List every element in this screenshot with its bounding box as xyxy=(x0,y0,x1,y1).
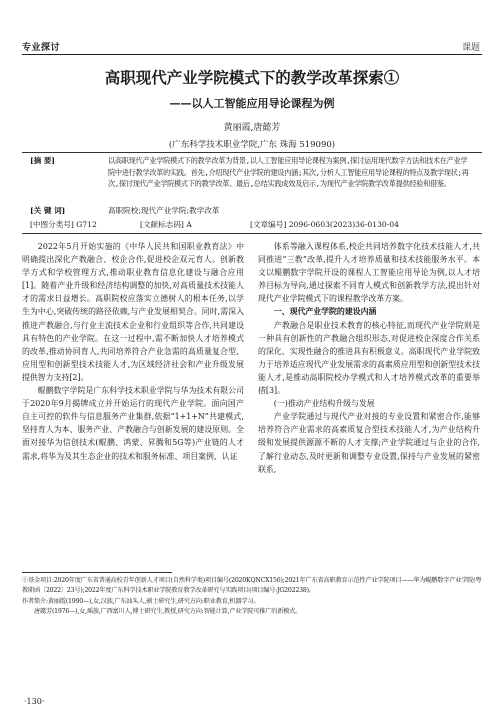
subsection-heading: (一)推动产业结构升级与发展 xyxy=(273,399,375,409)
left-column xyxy=(22,240,244,463)
author-affiliation: (广东科学技术职业学院,广东 珠海 519090) xyxy=(168,140,336,150)
body-paragraph: 鲲鹏数字学院是广东科学技术职业学院与华为技术有限公司于2020年9月揭牌成立并开始运行的现代产业学院。面向国产自主可控的软件与信息服务产业集群,依据“1+1+N”共建模式,坚持育人为本、服务产业、产教融合与创新发展的建设原则。全面对接华为信创技术(鲲鹏、鸿蒙、昇腾和5G等)产业链的人才需求,将华为及其生态企业的技术和服务标准、项目案例、认证 xyxy=(22,386,244,461)
abstract-text: 以高职现代产业学院模式下的教学改革为背景,以人工智能应用导论课程为案例,探讨运用现代数字方法和技术在产业学院中进行教学改革的实践。首先,介绍现代产业学院的建设内涵;其次,分析人工智能应用导论课程的特点及教学现状;再次,探讨现代产业学院模式下的教学改革。最后,总结实践成效及启示,为现代产业学院教学改革提供经验和借鉴。 xyxy=(108,156,469,189)
clc-number: [中图分类号] G712 xyxy=(30,220,97,229)
footnotes xyxy=(22,576,482,618)
classification-row xyxy=(30,219,474,230)
column-topic-label: 课题 xyxy=(461,43,480,53)
body-paragraph: 产教融合是职业技术教育的核心特征,而现代产业学院则是一种具有创新性的产教融合组织形态,对促进校企深度合作关系的深化、实现性融合的推进具有积极意义。高职现代产业学院致力于培养适应现代产业发展需求的高素质应用型和创新型技术技能人才,是推动高职院校办学模式和人才培养模式改革的重要举措[3]。 xyxy=(258,320,480,396)
abstract-label: [摘 要] xyxy=(30,156,56,165)
document-code: [文献标志码] A xyxy=(140,220,192,229)
keywords-row xyxy=(30,205,474,216)
right-column xyxy=(258,240,480,476)
author-bio-1: 作者简介:黄丽霞(1990—),女,汉族,广东汕头人,硕士研究生,研究方向:职业教育,机器学习。 xyxy=(22,597,260,605)
body-paragraph: 体系等融入课程体系,校企共同培养数字化技术技能人才,共同推进“三教”改革,提升人才培养质量和技术技能服务水平。本文以鲲鹏数字学院开设的课程人工智能应用导论为例,以人才培养目标为导向,通过探索不同育人模式和创新教学方法,提出针对现代产业学院模式下的课程教学改革方案。 xyxy=(258,242,480,304)
article-title: 高职现代产业学院模式下的教学改革探索① xyxy=(104,68,400,87)
author-names: 黄丽霞,唐懿芳 xyxy=(223,123,281,133)
author-bio-2: 唐懿芳(1976—),女,瑶族,广西富川人,博士研究生,教授,研究方向:智能计算,产业学院可推广的新模式。 xyxy=(34,608,302,616)
section-heading: 一、现代产业学院的建设内涵 xyxy=(273,307,377,317)
journal-section-label: 专业探讨 xyxy=(22,43,61,53)
article-number: [文章编号] 2096-0603(2023)36-0130-04 xyxy=(250,220,399,229)
abstract-bottom-rule xyxy=(22,233,482,234)
header-rule xyxy=(22,54,482,55)
body-paragraph: 产业学院通过与现代产业对接的专业设置和紧密合作,能够培养符合产业需求的高素质复合型技术技能人才,为产业结构升级和发展提供源源不断的人才支撑;产业学院通过与企业的合作,了解行业动态,及时更新和调整专业设置,保持与产业发展的紧密联系, xyxy=(258,412,480,474)
keywords-text: 高职院校;现代产业学院;教学改革 xyxy=(108,206,220,215)
page-number: ·130· xyxy=(24,697,45,706)
footnote-rule xyxy=(22,572,172,573)
abstract-top-rule xyxy=(22,152,482,153)
abstract-block xyxy=(30,155,474,190)
keywords-label: [关 键 词] xyxy=(30,206,66,215)
body-paragraph: 2022年5月开始实施的《中华人民共和国职业教育法》中明确提出深化产教融合、校企合作,促进校企双元育人。创新教学方式和学校管理方式,推动职业教育信息化建设与融合应用[1]。随着产业升级和经济结构调整的加快,对高质量技术技能人才的需求日益增长。高职院校应落实立德树人的根本任务,以学生为中心,突破传统的路径依赖,与产业发展相契合。同时,需深入推进产教融合,与行业主流技术企业和行业组织等合作,共同建设具有特色的产业学院。在这一过程中,需不断加快人才培养模式的改革,推动协同育人,共同培养符合产业急需的高质量复合型、应用型和创新型技术技能人才,为区域经济社会和产业升级发展提供智力支持[2]。 xyxy=(22,242,244,382)
funding-note: ①基金项目:2020年度广东省普通高校青年创新人才项目(自然科学类)项目编号(2020KQNCX156);2021年广东省高职教育示范性产业学院项目——华为鲲鹏数字产业学院(粤教职函〔2022〕23号);2022年度广东科学技术职业学院教育教学改革研究与实践项目(项目编号:JG202238)。 xyxy=(22,577,482,595)
article-subtitle: ——以人工智能应用导论课程为例 xyxy=(169,97,335,110)
